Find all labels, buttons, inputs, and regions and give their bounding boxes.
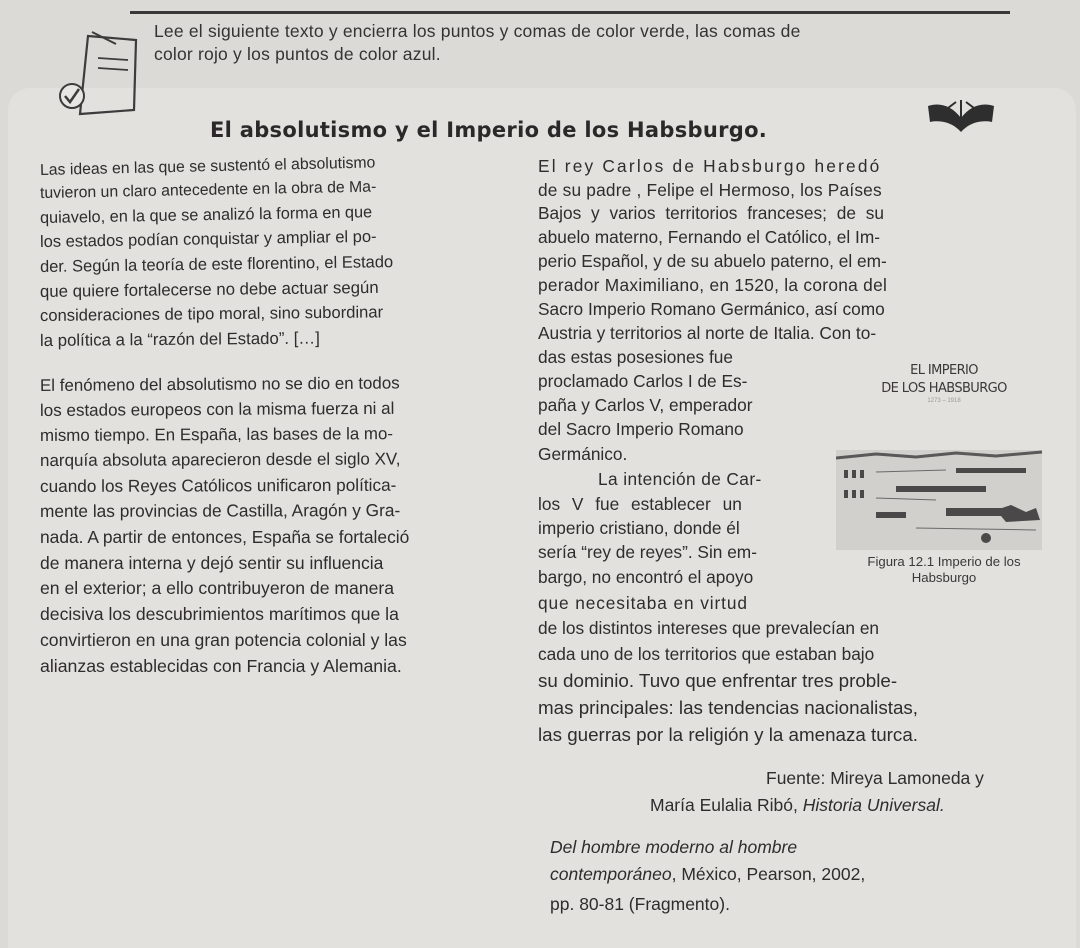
paragraph-line: Austria y territorios al norte de Italia. Con to- [538,323,877,343]
section-title: El absolutismo y el Imperio de los Habsburgo. [210,118,768,142]
paragraph-line: de su padre , Felipe el Hermoso, los Países [538,180,882,200]
source-subtitle: contemporáneo [550,864,672,884]
figure-title [836,362,1052,398]
paragraph-line: der. Según la teoría de este florentino, el Estado [39,253,394,276]
paragraph-line: convirtieron en una gran potencia colonial y las [40,630,407,650]
figure-caption-line-1: Figura 12.1 Imperio de los [867,554,1021,569]
paragraph-line: El rey Carlos de Habsburgo heredó [538,156,882,176]
paragraph-line: los estados podían conquistar y ampliar el po- [39,227,377,251]
source-line-3: Del hombre moderno al hombre [550,837,798,857]
paragraph-line: mente las provincias de Castilla, Aragón y Gra- [39,500,401,521]
paragraph-line: Sacro Imperio Romano Germánico, así como [538,299,885,319]
source-line-2 [650,793,945,817]
paragraph-line: Bajos y varios territorios franceses; de su [538,203,884,223]
notebook-check-icon [58,30,138,120]
source-line-5: pp. 80-81 (Fragmento). [550,894,730,914]
paragraph-line: los V fue establecer un [538,494,742,514]
paragraph-line: de manera interna y dejó sentir su influencia [40,553,384,573]
paragraph-line: en el exterior; a ello contribuyeron de manera [40,578,395,598]
habsburg-illustration [836,450,1042,550]
paragraph-line: tuvieron un claro antecedente en la obra de Ma- [39,178,377,202]
paragraph-line: El fenómeno del absolutismo no se dio en todos [39,373,400,395]
paragraph-line: la política a la “razón del Estado”. […] [39,328,320,350]
figure-caption [836,554,1052,586]
source-authors: María Eulalia Ribó, [650,795,803,815]
paragraph-line: del Sacro Imperio Romano [538,419,744,439]
paragraph-line: mismo tiempo. En España, las bases de la mo- [39,424,394,445]
paragraph-line: Las ideas en las que se sustentó el absolutismo [39,154,376,179]
paragraph-line: sería “rey de reyes”. Sin em- [538,542,757,562]
paragraph-line: cada uno de los territorios que estaban bajo [538,644,875,664]
paragraph-line: abuelo materno, Fernando el Católico, el Im- [538,227,880,247]
empire-figure [836,354,1052,604]
paragraph-line: cuando los Reyes Católicos unificaron política- [39,474,397,496]
paragraph-line: perio Español, y de su abuelo paterno, el em- [538,251,887,271]
source-line-4 [550,862,865,886]
paragraph-line: quiavelo, en la que se analizó la forma en que [39,203,373,227]
paragraph-line: de los distintos intereses que prevalecían en [538,618,880,638]
figure-title-line-2: DE LOS HABSBURGO [881,381,1007,396]
open-book-icon [926,98,996,138]
paragraph-line: Germánico. [538,444,628,464]
source-book-title: Historia Universal. [802,795,945,815]
paragraph-line: imperio cristiano, donde él [538,518,740,538]
paragraph-line: decisiva los descubrimientos marítimos que la [40,604,399,624]
paragraph-line: alianzas establecidas con Francia y Alemania. [40,656,402,676]
paragraph-line: que quiere fortalecerse no debe actuar según [39,277,379,301]
paragraph-line: bargo, no encontró el apoyo [538,567,754,587]
figure-title-line-1: EL IMPERIO [910,363,978,378]
top-rule [130,11,1010,14]
instructions-line-1: Lee el siguiente texto y encierra los puntos y comas de color verde, las comas de [154,21,801,41]
paragraph-line: perador Maximiliano, en 1520, la corona del [538,275,888,295]
paragraph-line: mas principales: las tendencias nacionalistas, [538,697,918,718]
paragraph-line: los estados europeos con la misma fuerza ni al [39,398,395,420]
paragraph-line: consideraciones de tipo moral, sino subordinar [39,302,384,325]
paragraph-line: que necesitaba en virtud [538,593,748,613]
source-line-1: Fuente: Mireya Lamoneda y [766,768,984,788]
figure-caption-line-2: Habsburgo [911,570,977,585]
paragraph-line: su dominio. Tuvo que enfrentar tres proble- [538,670,898,691]
source-publisher: , México, Pearson, 2002, [671,864,866,884]
figure-dates: 1273 – 1918 [927,398,961,404]
paragraph-line: La intención de Car- [598,469,762,489]
paragraph-line: das estas posesiones fue [538,347,734,367]
paragraph-line: paña y Carlos V, emperador [538,395,753,415]
instructions [154,20,1054,66]
paragraph-line: narquía absoluta aparecieron desde el siglo XV, [39,449,401,470]
instructions-line-2: color rojo y los puntos de color azul. [154,44,441,64]
paragraph-line: proclamado Carlos I de Es- [538,371,748,391]
paragraph-line: las guerras por la religión y la amenaza turca. [538,724,918,745]
paragraph-line: nada. A partir de entonces, España se fortaleció [40,527,410,547]
